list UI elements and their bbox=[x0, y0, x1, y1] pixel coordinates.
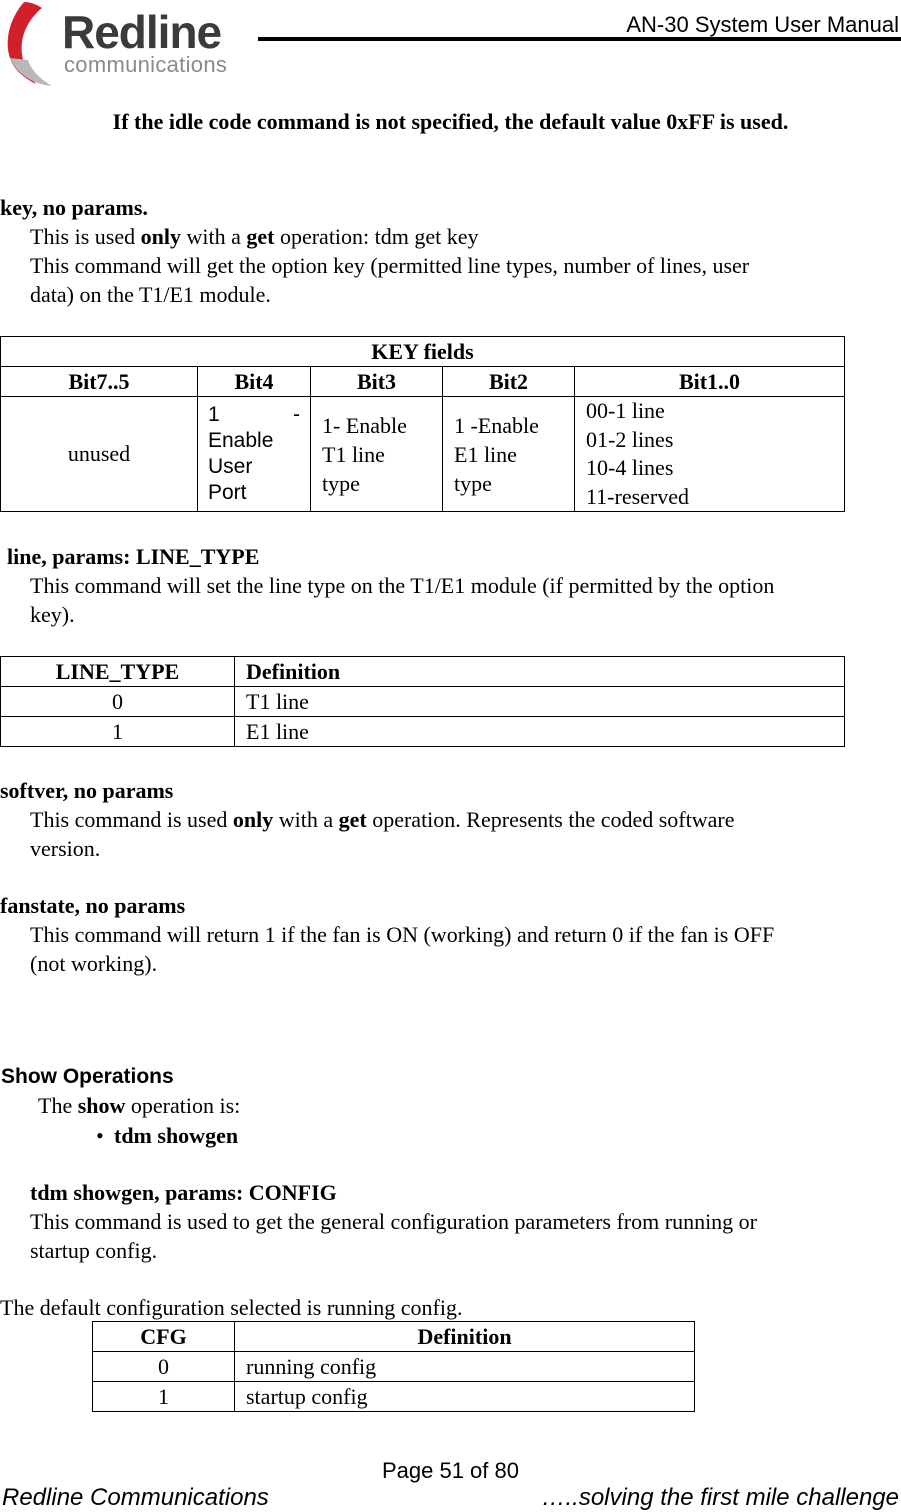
show-intro-line bbox=[38, 1091, 240, 1120]
bit2-line-1: 1 -Enable bbox=[454, 412, 539, 438]
fanstate-heading: fanstate, no params bbox=[0, 893, 186, 918]
key-usage-text-3: operation: tdm get key bbox=[274, 224, 479, 249]
cfg-definition-col: Definition bbox=[235, 1322, 695, 1352]
logo-subtitle: communications bbox=[64, 52, 228, 77]
line-type-definition: T1 line bbox=[235, 687, 845, 717]
softver-heading: softver, no params bbox=[0, 778, 174, 803]
cfg-table bbox=[92, 1321, 695, 1412]
bit4-line-2: Enable bbox=[208, 429, 274, 452]
softver-text-2: with a bbox=[273, 807, 339, 832]
table-row bbox=[1, 717, 845, 747]
bit1-0-line-3: 10-4 lines bbox=[586, 455, 674, 480]
cfg-value: 0 bbox=[93, 1352, 235, 1382]
cfg-col: CFG bbox=[93, 1322, 235, 1352]
bit4-dash: - bbox=[293, 403, 300, 426]
key-col-bit4: Bit4 bbox=[198, 367, 311, 397]
key-col-bit1-0: Bit1..0 bbox=[575, 367, 845, 397]
key-fields-table bbox=[0, 336, 845, 512]
bit3-cell bbox=[311, 397, 443, 512]
key-usage-text-2: with a bbox=[180, 224, 247, 249]
showgen-desc-line-1: This command is used to get the general configuration parameters from running or bbox=[30, 1209, 758, 1234]
cfg-value: 1 bbox=[93, 1382, 235, 1412]
line-desc-line-2: key). bbox=[30, 602, 75, 627]
line-type-header-row bbox=[1, 657, 845, 687]
line-desc-line-1: This command will set the line type on the T1/E1 module (if permitted by the option bbox=[30, 573, 775, 598]
bit1-0-line-1: 00-1 line bbox=[586, 398, 665, 423]
key-usage-only: only bbox=[140, 224, 181, 249]
showgen-heading: tdm showgen, params: CONFIG bbox=[30, 1180, 337, 1205]
bit3-line-1: 1- Enable bbox=[322, 412, 407, 438]
softver-text: This command is used bbox=[30, 807, 233, 832]
key-desc-line-1: This command will get the option key (permitted line types, number of lines, user bbox=[30, 253, 750, 278]
redline-logo bbox=[2, 0, 252, 90]
show-operations-heading: Show Operations bbox=[1, 1065, 174, 1088]
fanstate-desc-line-2: (not working). bbox=[30, 951, 158, 976]
cfg-definition: startup config bbox=[235, 1382, 695, 1412]
footer-tagline: …..solving the first mile challenge bbox=[541, 1484, 899, 1511]
bit4-cell bbox=[198, 397, 311, 512]
key-desc-line-2: data) on the T1/E1 module. bbox=[30, 282, 271, 307]
bit7-5-cell: unused bbox=[1, 397, 198, 512]
show-intro-text: The bbox=[38, 1093, 78, 1118]
line-type-definition: E1 line bbox=[235, 717, 845, 747]
manual-title: AN-30 System User Manual bbox=[626, 12, 899, 37]
line-type-value: 0 bbox=[1, 687, 235, 717]
table-row bbox=[93, 1382, 695, 1412]
bit3-line-2: T1 line bbox=[322, 441, 385, 467]
bit4-line-4: Port bbox=[208, 481, 247, 504]
default-config-note: The default configuration selected is running config. bbox=[0, 1295, 463, 1320]
line-type-value: 1 bbox=[1, 717, 235, 747]
bit2-cell bbox=[443, 397, 575, 512]
key-col-bit2: Bit2 bbox=[443, 367, 575, 397]
line-heading: line, params: LINE_TYPE bbox=[7, 544, 260, 569]
line-type-definition-col: Definition bbox=[235, 657, 845, 687]
softver-get: get bbox=[338, 807, 367, 832]
bit1-0-line-4: 11-reserved bbox=[586, 483, 690, 509]
softver-usage-line bbox=[30, 805, 890, 834]
footer-company: Redline Communications bbox=[2, 1484, 269, 1511]
bit2-line-3: type bbox=[454, 470, 492, 496]
bullet-icon: • bbox=[96, 1123, 104, 1148]
key-col-bit7-5: Bit7..5 bbox=[1, 367, 198, 397]
bit3-line-3: type bbox=[322, 470, 360, 496]
logo-wordmark: Redline bbox=[62, 6, 222, 58]
bullet-item: tdm showgen bbox=[114, 1123, 239, 1148]
table-row bbox=[1, 687, 845, 717]
key-heading: key, no params. bbox=[0, 195, 148, 220]
bit1-0-cell bbox=[575, 397, 845, 512]
cfg-definition: running config bbox=[235, 1352, 695, 1382]
table-row bbox=[93, 1352, 695, 1382]
key-col-bit3: Bit3 bbox=[311, 367, 443, 397]
show-intro-show: show bbox=[77, 1093, 126, 1118]
key-usage-get: get bbox=[246, 224, 275, 249]
fanstate-desc-line-1: This command will return 1 if the fan is ON (working) and return 0 if the fan is OFF bbox=[30, 922, 775, 947]
redline-swoosh-icon bbox=[2, 0, 58, 90]
softver-text-3: operation. Represents the coded software bbox=[366, 807, 735, 832]
showgen-desc-line-2: startup config. bbox=[30, 1238, 158, 1263]
line-type-table bbox=[0, 656, 845, 747]
softver-only: only bbox=[232, 807, 274, 832]
page-number: Page 51 of 80 bbox=[381, 1458, 519, 1483]
line-type-col: LINE_TYPE bbox=[1, 657, 235, 687]
key-table-row bbox=[1, 397, 845, 512]
key-table-title: KEY fields bbox=[1, 337, 845, 367]
bit4-value: 1 bbox=[208, 403, 220, 426]
key-usage-text: This is used bbox=[30, 224, 141, 249]
key-usage-line bbox=[30, 222, 890, 251]
bit4-line-3: User bbox=[208, 455, 253, 478]
key-table-header-row bbox=[1, 367, 845, 397]
cfg-header-row bbox=[93, 1322, 695, 1352]
bit2-line-2: E1 line bbox=[454, 441, 517, 467]
softver-desc-line-2: version. bbox=[30, 836, 101, 861]
idle-code-note: If the idle code command is not specified, the default value 0xFF is used. bbox=[112, 109, 789, 134]
bit1-0-line-2: 01-2 lines bbox=[586, 426, 674, 452]
show-intro-text-2: operation is: bbox=[125, 1093, 241, 1118]
key-table-title-row bbox=[1, 337, 845, 367]
